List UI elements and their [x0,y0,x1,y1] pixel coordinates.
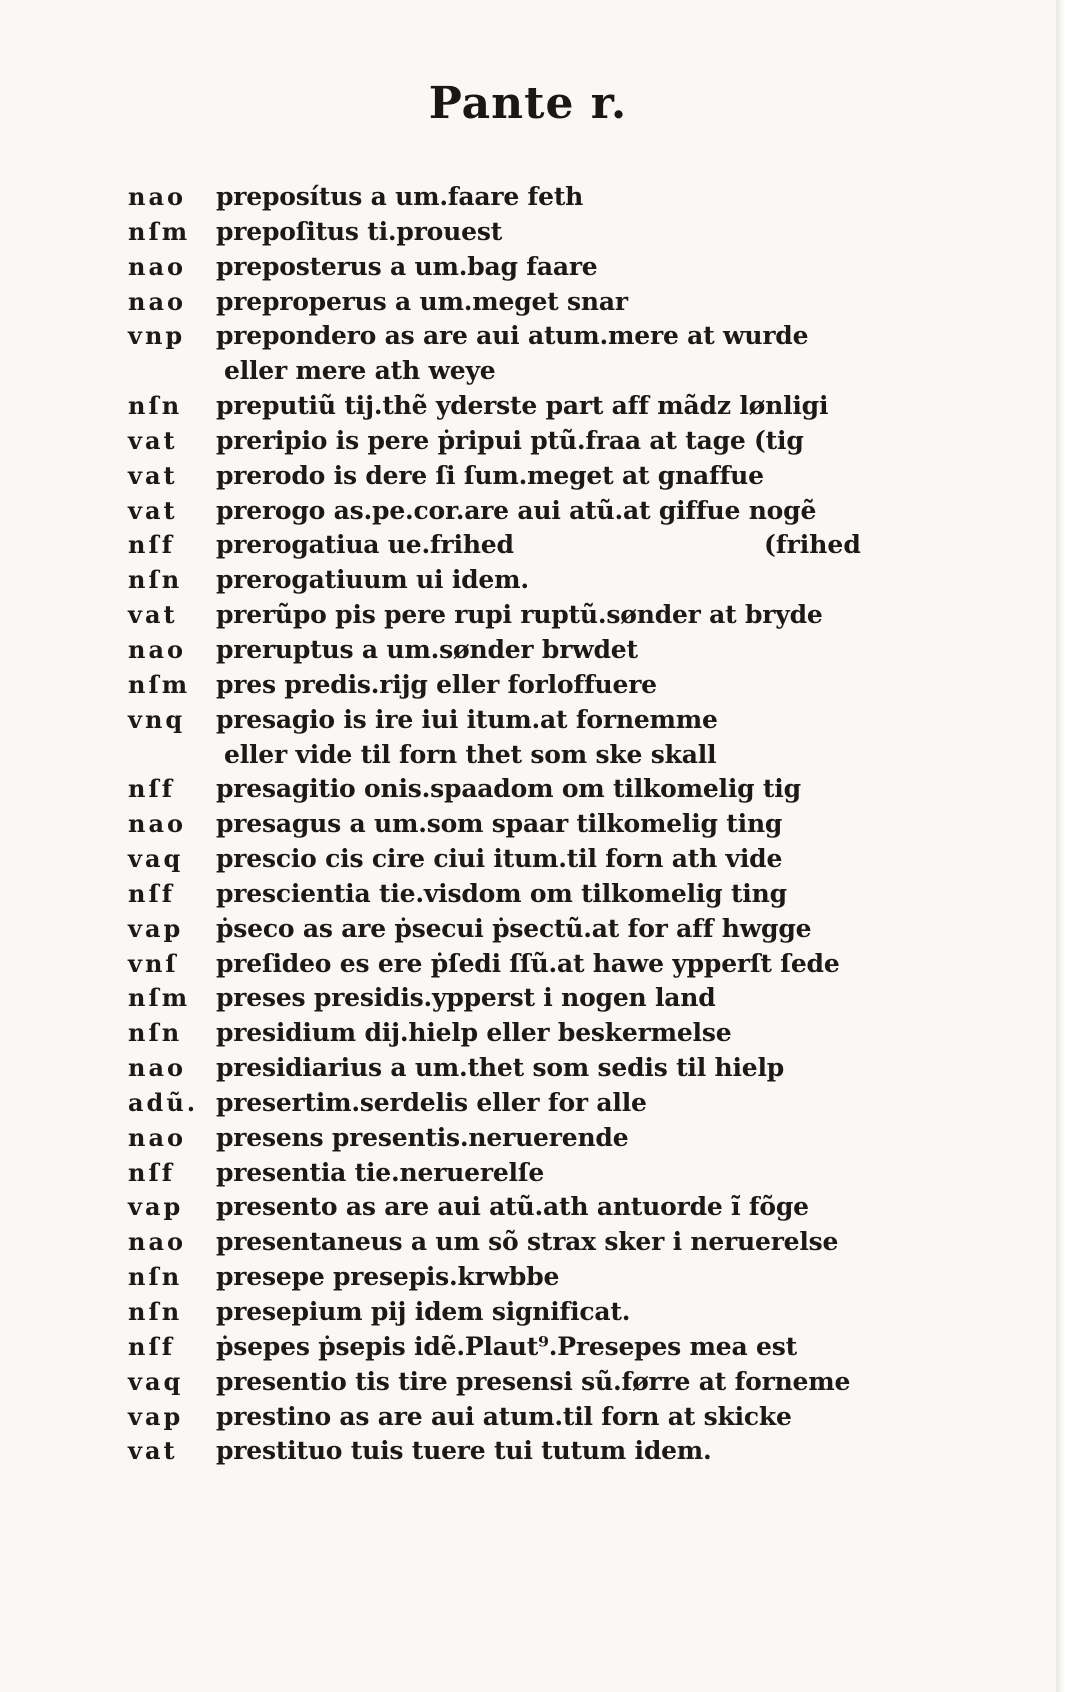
grammar-code: nſf [128,1157,176,1187]
grammar-code: nao [128,1053,187,1083]
dictionary-entries [128,180,888,1469]
dictionary-entry [128,1400,888,1435]
entry-text: presagio is ire iui itum.at fornemme [216,704,718,734]
grammar-code: vaq [128,1366,184,1396]
dictionary-entry [128,668,888,703]
grammar-code: vat [128,495,178,525]
grammar-code: nſn [128,1018,183,1048]
dictionary-entry [128,1434,888,1469]
entry-text: prerogatiua ue.frihed [216,530,514,560]
entry-text: prestituo tuis tuere tui tutum idem. [216,1436,712,1466]
entry-text: preripio is pere ṗripui ptũ.fraa at tage (tig [216,425,804,455]
grammar-code: vnſ [128,948,179,978]
entry-text: ṗseco as are ṗsecui ṗsectũ.at for aff hwgge [216,913,812,943]
dictionary-entry [128,1086,888,1121]
grammar-code: vap [128,1192,184,1222]
entry-text: eller mere ath weye [224,356,496,386]
dictionary-entry [128,633,888,668]
grammar-code: nſm [128,669,191,699]
dictionary-entry [128,1051,888,1086]
dictionary-entry [128,494,888,529]
grammar-code: vnq [128,704,186,734]
dictionary-entry [128,1156,888,1191]
dictionary-entry [128,285,888,320]
dictionary-entry [128,772,888,807]
entry-text: prerodo is dere ſi ſum.meget at gnaffue [216,460,764,490]
entry-text: presagitio onis.spaadom om tilkomelig tig [216,774,801,804]
grammar-code: vat [128,600,178,630]
grammar-code: adũ. [128,1087,199,1117]
dictionary-entry [128,1225,888,1260]
dictionary-entry [128,1260,888,1295]
entry-continuation-line [128,738,888,773]
running-head: Pante r. [428,78,628,129]
entry-text: presidium dij.hielp eller beskermelse [216,1018,732,1048]
entry-text: prerũpo pis pere rupi ruptũ.sønder at bryde [216,600,823,630]
entry-text: prestino as are aui atum.til forn at skicke [216,1401,792,1431]
grammar-code: nao [128,1227,187,1257]
grammar-code: nſn [128,1262,183,1292]
entry-text: presagus a um.som spaar tilkomelig ting [216,809,783,839]
dictionary-entry [128,1190,888,1225]
dictionary-entry [128,459,888,494]
entry-text: presidiarius a um.thet som sedis til hielp [216,1053,785,1083]
entry-text: presento as are aui atũ.ath antuorde ĩ fõge [216,1192,809,1222]
entry-text: presertim.serdelis eller for alle [216,1087,647,1117]
dictionary-entry [128,598,888,633]
grammar-code: vaq [128,844,184,874]
dictionary-entry [128,981,888,1016]
grammar-code: nſn [128,391,183,421]
dictionary-entry [128,807,888,842]
grammar-code: nſf [128,774,176,804]
dictionary-entry [128,842,888,877]
entry-aside: (frihed [764,530,861,560]
grammar-code: nſn [128,1297,183,1326]
entry-text: eller vide til forn thet som ske skall [224,739,717,769]
grammar-code: vnp [128,321,186,351]
entry-text: presentio tis tire presensi sũ.førre at forneme [216,1366,851,1396]
dictionary-entry [128,947,888,982]
entry-text: presepe presepis.krwbbe [216,1262,560,1292]
dictionary-entry [128,1330,888,1365]
dictionary-entry [128,215,888,250]
grammar-code: vat [128,425,178,455]
entry-text: preproperus a um.meget snar [216,286,628,316]
grammar-code: nao [128,286,187,316]
grammar-code: nſn [128,565,183,595]
dictionary-entry [128,1295,888,1330]
dictionary-entry [128,389,888,424]
entry-text: preruptus a um.sønder brwdet [216,634,638,664]
entry-text: prepoſitus ti.prouest [216,216,503,246]
grammar-code: vat [128,1436,178,1466]
grammar-code: nſf [128,1331,176,1361]
dictionary-entry [128,877,888,912]
grammar-code: nao [128,182,187,211]
grammar-code: nſm [128,983,191,1013]
entry-text: presentaneus a um sõ strax sker i neruerelse [216,1227,839,1257]
grammar-code: nao [128,634,187,664]
entry-text: prescio cis cire ciui itum.til forn ath vide [216,844,783,874]
grammar-code: vat [128,460,178,490]
dictionary-entry [128,912,888,947]
entry-text: preputiũ tij.thẽ yderste part aff mãdz lønligi [216,391,829,421]
grammar-code: vap [128,913,184,943]
entry-text: preposterus a um.bag faare [216,251,598,281]
dictionary-entry [128,319,888,354]
entry-text: ṗsepes ṗsepis idẽ.Plaut⁹.Presepes mea est [216,1331,797,1361]
entry-text: prescientia tie.visdom om tilkomelig ting [216,878,787,908]
grammar-code: nſf [128,530,176,560]
page-edge [1056,0,1065,1692]
dictionary-entry [128,180,888,215]
dictionary-entry [128,563,888,598]
entry-continuation-line [128,354,888,389]
entry-text: pres predis.rijg eller forloffuere [216,669,657,699]
grammar-code: nſf [128,878,176,908]
entry-text: preses presidis.ypperst i nogen land [216,983,716,1013]
entry-text: prerogo as.pe.cor.are aui atũ.at giffue nogẽ [216,495,817,525]
dictionary-entry [128,1121,888,1156]
entry-text: presens presentis.neruerende [216,1122,629,1152]
entry-text: prepondero as are aui atum.mere at wurde [216,321,809,351]
entry-text: presepium pij idem significat. [216,1297,631,1326]
dictionary-entry [128,528,888,563]
dictionary-entry [128,703,888,738]
entry-text: preposítus a um.faare feth [216,182,584,211]
entry-text: preſideo es ere ṗſedi ſſũ.at hawe ypperſt ſede [216,948,840,978]
entry-text: prerogatiuum ui idem. [216,565,529,595]
dictionary-entry [128,1365,888,1400]
dictionary-entry [128,250,888,285]
grammar-code: nao [128,251,187,281]
entry-text: presentia tie.neruerelſe [216,1157,545,1187]
dictionary-entry [128,424,888,459]
grammar-code: nſm [128,216,191,246]
dictionary-entry [128,1016,888,1051]
grammar-code: nao [128,1122,187,1152]
grammar-code: nao [128,809,187,839]
grammar-code: vap [128,1401,184,1431]
